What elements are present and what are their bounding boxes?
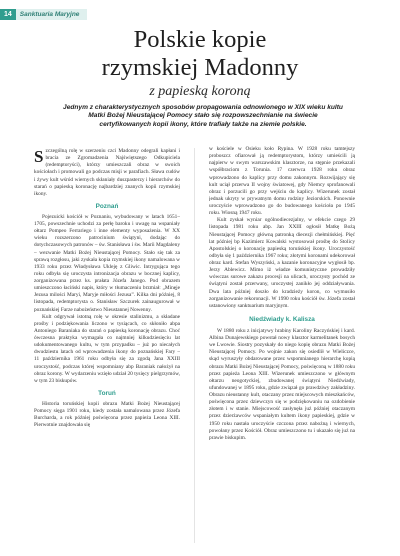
torun-paragraph-2: w kościele w Osieku koło Rypina. W 1928 roku tamtejszy proboszcz ofiarował ją redemptorystom, którzy umieścili ją najpierw w swym warszawskim klasztorze, na stępnie przekazali współbraciom z Torunia. 17 czerwca 1928 roku obraz wprowadzono do kaplicy przy domu zakonnym. Rozwijający się kult uciął przerwa II wojny światowej, gdy Niemcy sprofanowali obraz i porzucili go przy wejściu do kaplicy. Wizerunek został jednak ukryty w prywatnym domu rodziny Jeziorskich. Ponownie uroczyście wprowadzono go do budowanego kościoła po 1945 roku. Wiosną 1947 roku. xyxy=(209,146,355,217)
left-column xyxy=(34,148,180,548)
drop-cap: S xyxy=(34,148,44,166)
intro-paragraph xyxy=(34,148,180,198)
subhead-niedzwiady: Niedźwiady k. Kalisza xyxy=(249,315,315,323)
poznan-paragraph-2: Kult odgrywał istotną rolę w okresie stalinizmu, a składane prośby i podziękowania liczono w tysiącach, co skłoniło abpa Antoniego Baraniaka do starań o papieską koronację obrazu. Choć ówczesna praktyka wymagała co najmniej kilkudziesięciu lat udokumentowanego kultu, w tym przypadku – już po niecałych dwudziestu latach od wprowadzenia ikony do poznańskiej Fary – 11 października 1961 roku odbyła się za zgodą Jana XXIII uroczystość, podczas której wspomniany abp Baraniak nałożył na obraz korony. W wydarzeniu wzięło udział 20 tysięcy pielgrzymów, w tym 23 biskupów. xyxy=(34,313,180,384)
niedzwiady-paragraph: W 1880 roku z inicjatywy hrabiny Karoliny Raczyńskiej i kard. Albina Dunajewskiego powstał nowy klasztor karmelitanek bosych we Lwowie. Siostry pozyskały do niego kopię obrazu Matki Bożej Nieustającej Pomocy. Po wojnie zakon się osiedlił w Wieliczce, skąd wyruszyły obdarowane przez wspomnianego hierarchę kopią obrazu Matki Bożej Nieustającej Pomocy, poświęconą w 1880 roku przez papieża Leona XIII. Wizerunek umieszczono w głównym ołtarzu neogotyckiej, zbudowanej świątyni Niedźwiady, ufundowanej w 1895 roku, gdzie związał go prawdziwy zakładziny. Obrazu nieustanny kult, otaczany przez miejscowych mieszkańców, poświęcona przez dziewczyn się w podziękowaniu na ozdobienie złotem i w stanie. Miejscowość zasłynęła już później otaczanym przez dzierżawców wspaniałym kultem ikony papieskiej, gdzie w 1950 roku nastała uroczyście czczona przez nabożną i wiernych, powołany przez Kościół. Obraz umieszczono tu i ukazało się już na prawie biskupim. xyxy=(209,327,355,441)
column-divider xyxy=(194,148,195,543)
torun-paragraph-1: Historia toruńskiej kopii obrazu Matki Bożej Nieustającej Pomocy sięga 1901 roku, kiedy została namalowana przez Józefa Burcharda, a rok później poświęcona przez papieża Leona XIII. Pierwotnie znajdowała się xyxy=(34,400,180,429)
article-title-line-1: Polskie kopie xyxy=(133,26,267,53)
page-header xyxy=(0,9,87,20)
section-tag: Sanktuaria Maryjne xyxy=(16,9,88,20)
article-lead: Jednym z charakterystycznych sposobów propagowania odnowionego w XIX wieku kultu Matki Bożej Nieustającej Pomocy stało się rozpowszechnianie na świecie certyfikowanych kopii ikony, które trafiały także na ziemie polskie. xyxy=(63,104,343,128)
subhead-poznan: Poznań xyxy=(95,202,119,210)
right-column xyxy=(209,146,355,546)
poznan-paragraph-1: Pojezuicki kościół w Poznaniu, wybudowany w latach 1651–1705, powszechnie uchodzi za perłę baroku i uwagę na wspaniały ołtarz Pompeo Ferrariego i inne elementy wyposażenia. W XX wieku rozszerzono patrocinium świątyni, dodając do dotychczasowych patronów – św. Stanisława i św. Marii Magdaleny – wezwanie Matki Bożej Nieustającej Pomocy. Stało się tak za sprawą rozgłosu, jaki zyskała kopia rzymskiej ikony namalowana w 1933 roku przez Władysława Ukleję z Gliwic. Intrygująca tego roku odbyła się uroczysta intronizacja obrazu w bocznej kaplicy, zorganizowana przez ks. prałata Józefa Janego. Pod obrazem umieszczono łaciński napis, który w tłumaczeniu brzmiał: „Minęje Jezusa milości Maryi, Maryje miłości Jezusa”. Kilka dni później, 8 listopada, redemptorysta o. Stanisław Szczurek zainaugurował w poznańskiej Farze nabożeństwo Nieustannej Nowenny. xyxy=(34,213,180,313)
page-number: 14 xyxy=(0,9,16,20)
article-subtitle: z papieską koroną xyxy=(149,84,251,99)
subhead-torun: Toruń xyxy=(98,389,116,397)
torun-paragraph-3: Kult zyskał wyniar ogólnodiecezjalny, w efekcie czego 29 listopada 1981 roku abp. Jan XXIII ogłosił Matkę Bożą Nieustającej Pomocy główną patronką diecezji chełmińskiej. Pięć lat później bp Kazimierz Kowalski wystosował prośbę do Stolicy Apostolskiej o koronację papieską toruńskiej ikony. Uroczystość odbyła się 1 października 1967 roku; złotymi koronami udekorował obraz kard. Stefan Wyszyński, a kazanie koronacyjne wygłosił bp. Jerzy Ablewicz. Mimo iż władze komunistyczne prowadziły wówczas surowe zakazu procesji na ulicach, uroczysty pochód ze świątyni został przerwany, uroczystej zanikło jej oddziaływania. Dwa lata później doszło do kradzieży koron, co wymusiło zorganizowanie rekoronacji. W 1990 roku kościół św. Józefa został ustanowiony sanktuarium maryjnym. xyxy=(209,217,355,309)
article-title-line-2: rzymskiej Madonny xyxy=(101,54,299,81)
intro-text: zczególną rolę w szerzeniu czci Madonny odegrali kapłani i bracia ze Zgromadzenia Najświętszego Odkupiciela (redemptoryści), którzy umieszczali obraz w swoich kościołach i promowali go podczas misji w parafiach. Sława cudów i żywy kult wśród wiernych skłaniały duszpasterzy i hierarchów do starań o papieską koronację najbardziej znanych kopii rzymskiej ikony. xyxy=(34,148,180,197)
